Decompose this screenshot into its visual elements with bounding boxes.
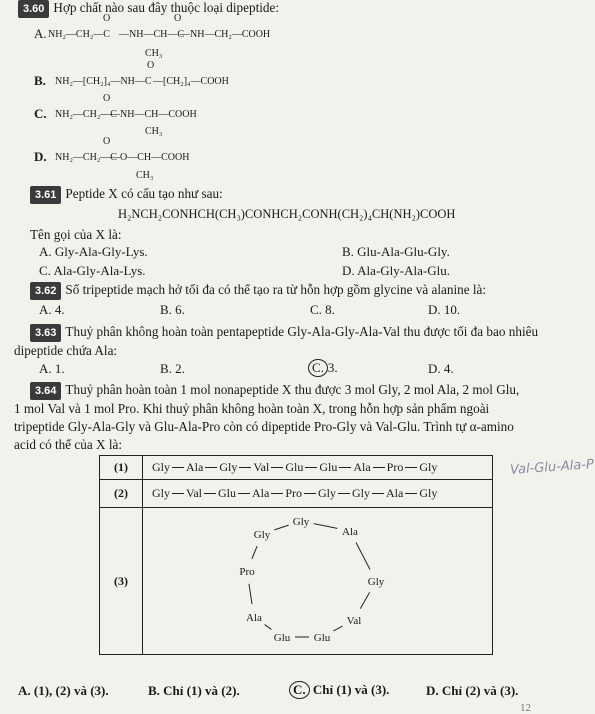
row-1-residue: Ala	[186, 460, 204, 474]
q363-option-c-circle: C.	[308, 359, 328, 377]
row-2-bond	[238, 493, 250, 494]
row-2-bond	[304, 493, 316, 494]
q360-option-b-part2: —[CH₂]₄—COOH	[153, 76, 229, 87]
ring-residue: Glu	[273, 632, 291, 644]
row-1-bond	[239, 467, 251, 468]
q360-option-d-ch3: CH₃	[136, 170, 154, 181]
row-1-residue: Glu	[319, 460, 338, 474]
sequence-row-3	[100, 508, 493, 655]
row-1-residue: Pro	[386, 460, 404, 474]
q360-option-a-label: A.	[34, 26, 47, 41]
q360-option-d-part2: —O—CH—COOH	[110, 152, 190, 163]
q362-option-a: A. 4.	[39, 302, 65, 317]
q360-option-c-part2: —NH—CH—COOH	[110, 109, 197, 120]
q360-option-a-part1: NH₂—CH₂—C	[48, 29, 110, 40]
q364-option-b: B. Chỉ (1) và (2).	[148, 683, 240, 698]
q362-text: Số tripeptide mạch hở tối đa có thể tạo ra từ hỗn hợp gồm glycine và alanine là:	[65, 282, 487, 297]
ring-residue: Gly	[253, 529, 271, 541]
q361-heading	[30, 186, 223, 204]
row-1-bond	[339, 467, 351, 468]
q364-option-a: A. (1), (2) và (3).	[18, 683, 109, 698]
q363-heading	[30, 324, 538, 342]
row-2-residue: Glu	[218, 486, 236, 500]
q364-line2: 1 mol Val và 1 mol Pro. Khi thuỷ phân không hoàn toàn X, trong hỗn hợp sản phẩm ngoài	[14, 401, 490, 416]
q363-text-continued: dipeptide chứa Ala:	[14, 343, 118, 358]
row-1-bond	[271, 467, 283, 468]
q360-option-d-label: D.	[34, 149, 47, 164]
row-1-bond	[305, 467, 317, 468]
row-1-residue: Gly	[219, 460, 238, 474]
q360-option-b-oxygen: O	[147, 60, 155, 71]
ring-residue: Glu	[313, 632, 331, 644]
q363-text: Thuỷ phân không hoàn toàn pentapeptide Gly-Ala-Gly-Ala-Val thu được tối đa bao nhiêu	[65, 324, 539, 339]
q361-option-b: B. Glu-Ala-Glu-Gly.	[342, 244, 450, 259]
q360-option-c-part1: NH₂—CH₂—C	[55, 109, 117, 120]
row-1-residue: Gly	[419, 460, 438, 474]
q360-option-d-part1: NH₂—CH₂—C	[55, 152, 117, 163]
ring-bond	[252, 546, 257, 559]
q360-option-b-part1: NH₂—[CH₂]₄—NH—C	[55, 76, 152, 87]
row-1-bond	[205, 467, 217, 468]
row-1-residue: Glu	[285, 460, 304, 474]
q364-line4: acid có thể của X là:	[14, 437, 123, 452]
row-2-residue: Val	[186, 486, 202, 500]
row-2-bond	[405, 493, 417, 494]
q362-option-c: C. 8.	[310, 302, 335, 317]
ring-bond	[356, 543, 370, 570]
q360-option-c-label: C.	[34, 106, 47, 121]
row-1-residue: Val	[253, 460, 270, 474]
row-1-residue: Ala	[353, 460, 371, 474]
row-3-ring	[143, 508, 493, 655]
row-3-label: (3)	[100, 508, 143, 655]
row-2-residue: Gly	[352, 486, 370, 500]
q364-option-c-circle: C.	[289, 681, 310, 699]
q361-option-c: C. Ala-Gly-Ala-Lys.	[39, 263, 146, 278]
q360-option-a-oxygen1: O	[103, 13, 111, 24]
ring-residue: Gly	[292, 516, 310, 528]
q362-heading	[30, 282, 486, 300]
ring-residue: Ala	[246, 612, 262, 624]
row-2-residue: Gly	[152, 486, 170, 500]
row-2-bond	[172, 493, 184, 494]
ring-bond	[265, 625, 272, 630]
q364-line3: tripeptide Gly-Ala-Gly và Glu-Ala-Pro còn có dipeptide Pro-Gly và Val-Glu. Trình tự α-amino	[14, 419, 514, 434]
ring-residue: Val	[346, 615, 362, 627]
ring-bond	[333, 626, 342, 631]
q360-option-a-ch3: CH₃	[145, 48, 163, 59]
q361-formula: H₂NCH₂CONHCH(CH₃)CONHCH₂CONH(CH₂)₄CH(NH₂)COOH	[118, 207, 456, 221]
q360-option-a-oxygen2: O	[174, 13, 182, 24]
q361-number: 3.61	[30, 186, 61, 204]
q360-heading	[18, 0, 279, 18]
q364-heading	[30, 382, 519, 400]
row-2-bond	[372, 493, 384, 494]
q360-option-a-part3: —NH—CH₂—COOH	[180, 29, 271, 40]
q364-option-c	[289, 681, 389, 699]
q363-option-d: D. 4.	[428, 361, 454, 376]
row-1-bond	[373, 467, 385, 468]
row-1-sequence	[143, 456, 493, 480]
ring-bond	[249, 584, 252, 604]
sequence-row-2	[100, 480, 493, 508]
row-2-bond	[271, 493, 283, 494]
q361-subquestion: Tên gọi của X là:	[30, 227, 122, 242]
q360-option-d-oxygen: O	[103, 136, 111, 147]
q364-option-c-text: Chỉ (1) và (3).	[312, 682, 390, 697]
q363-option-b: B. 2.	[160, 361, 185, 376]
ring-residue: Pro	[239, 566, 255, 578]
ring-residue: Gly	[367, 576, 385, 588]
row-2-residue: Ala	[252, 486, 270, 500]
row-2-label: (2)	[100, 480, 143, 508]
q362-option-b: B. 6.	[160, 302, 185, 317]
q363-option-c-value: 3.	[327, 360, 338, 375]
row-2-residue: Gly	[318, 486, 336, 500]
ring-bond	[314, 524, 338, 529]
q363-number: 3.63	[30, 324, 61, 342]
row-2-bond	[338, 493, 350, 494]
q361-option-a: A. Gly-Ala-Gly-Lys.	[39, 244, 148, 259]
q361-option-d: D. Ala-Gly-Ala-Glu.	[342, 263, 450, 278]
q360-option-c-ch3: CH₃	[145, 126, 163, 137]
handwritten-note: Val-Glu-Ala-P	[509, 457, 595, 478]
row-1-bond	[172, 467, 184, 468]
row-2-residue: Gly	[419, 486, 438, 500]
q360-option-b-label: B.	[34, 73, 46, 88]
q360-option-c-oxygen: O	[103, 93, 111, 104]
sequence-table	[99, 455, 493, 655]
q364-option-d: D. Chỉ (2) và (3).	[426, 683, 519, 698]
row-1-residue: Gly	[152, 460, 170, 474]
row-2-bond	[204, 493, 216, 494]
row-2-residue: Ala	[386, 486, 404, 500]
row-1-bond	[405, 467, 417, 468]
q362-number: 3.62	[30, 282, 61, 300]
q363-option-c	[308, 359, 338, 377]
row-1-label: (1)	[100, 456, 143, 480]
q360-number: 3.60	[18, 0, 49, 18]
q360-option-a-part2: —NH—CH—C	[119, 29, 185, 40]
q360-text: Hợp chất nào sau đây thuộc loại dipeptide:	[53, 0, 280, 15]
q364-line1: Thuỷ phân hoàn toàn 1 mol nonapeptide X thu được 3 mol Gly, 2 mol Ala, 2 mol Glu,	[65, 382, 520, 397]
page-number: 12	[520, 702, 531, 714]
q361-text: Peptide X có cấu tạo như sau:	[65, 186, 223, 201]
sequence-row-1	[100, 456, 493, 480]
row-2-residue: Pro	[285, 486, 302, 500]
row-2-sequence	[143, 480, 493, 508]
cyclic-sequence-diagram	[144, 509, 484, 649]
ring-bond	[360, 592, 369, 608]
q364-number: 3.64	[30, 382, 61, 400]
ring-residue: Ala	[342, 526, 358, 538]
q363-option-a: A. 1.	[39, 361, 65, 376]
ring-bond	[274, 525, 288, 530]
q362-option-d: D. 10.	[428, 302, 461, 317]
